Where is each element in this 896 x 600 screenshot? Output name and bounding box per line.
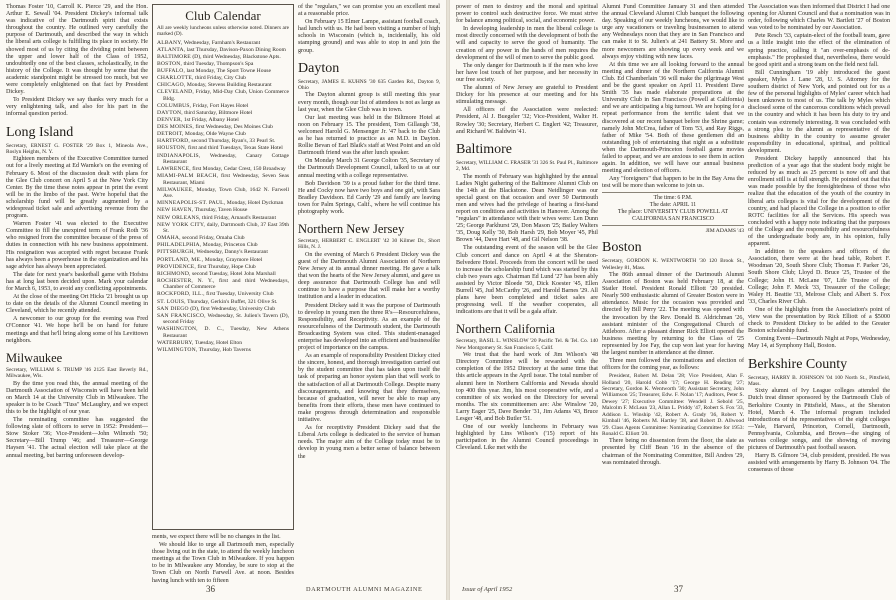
club-calendar-entry <box>157 235 289 242</box>
event-place: The place: UNIVERSITY CLUB POWELL AT CALIFORNIA SAN FRANCISCO <box>617 209 729 222</box>
club-city: INDIANAPOLIS, <box>157 152 201 159</box>
left-column-1 <box>6 4 148 574</box>
club-meeting-detail: second Thursday, Ryan's, 33 Pearl St. <box>190 138 276 145</box>
club-city: CHARLOTTE, <box>157 75 194 82</box>
right-page <box>450 0 896 600</box>
event-invitation <box>602 192 744 225</box>
paragraph: The nominating committee has suggested the following slate of officers to serve in 1952: President—Stow Stoker '36; Vice-President—John Wilmoth '50; Secretary—Bill Trump '46; and Treasurer—George Haysen '41. The actual election will take place at the annual meeting, but barring unforeseen develop- <box>6 417 148 459</box>
section-byline: Secretary, HARRY B. JOHNSON '04 100 North St., Pittsfield, Mass. <box>748 374 890 387</box>
page-number-right: 37 <box>674 584 683 594</box>
club-calendar-entry <box>157 242 289 249</box>
club-calendar-entry <box>157 278 289 291</box>
club-city: CLEVELAND, <box>157 89 194 96</box>
club-meeting-detail: Monday, Olde Wayne Club <box>183 131 246 138</box>
paragraph: Pete Resch '33, captain-elect of the football team, gave us a little insight into the effect of the elimination of spring practice, calling it "an over-emphasis of de-emphasis." He prophesied that, nevertheless, there would be good spirit and a strong team on the field next fall. <box>748 33 890 68</box>
club-calendar-entry <box>157 187 289 200</box>
club-city: ROCKFORD, ILL., <box>157 291 205 298</box>
club-city: DETROIT, <box>157 131 184 138</box>
club-city: ALBANY, <box>157 39 183 46</box>
club-city: PHILADELPHIA, <box>157 242 202 249</box>
club-calendar-entry <box>157 222 289 235</box>
club-city: MINNEAPOLIS-ST. PAUL, <box>157 200 226 207</box>
club-meeting-detail: last Monday, The Sport Towne House <box>185 67 271 74</box>
club-calendar-entry <box>157 291 289 298</box>
club-meeting-detail: first Tuesday, University Club <box>204 291 274 298</box>
club-meeting-detail: last Thursday, Davison-Paxon Dining Room <box>185 46 286 53</box>
paragraph: We trust that the hard work of Jim Wilson's '48 Directory Committee will be rewarded with the completion of the 1952 Directory at the same time that this article appears in the April issue. The total number of alumni here in Northern California and Nevada should top 400 this year. Jim, his most cooperative wife, and a committee of six worked on the Directory for several months. The six committeemen are: Abe Winslow '20, Larry Eager '25, Dave Bender '31, Jim Adams '43, Bruce Lesger '48, and Bob Butler '51. <box>456 352 598 423</box>
club-meeting-detail: first Thursday, Hope Club <box>196 263 256 270</box>
paragraph: The only danger for Dartmouth is if the men who love her have lost touch of her purpose, and her necessity in our free society. <box>456 62 598 83</box>
club-city: SAN DIEGO <box>157 305 189 312</box>
club-meeting-detail: third Friday, City Club <box>193 75 246 82</box>
club-calendar-entry <box>157 40 289 47</box>
club-city: NEW HAVEN, <box>157 207 194 214</box>
club-city: WATERBURY, <box>157 339 194 346</box>
right-column-1 <box>456 4 598 574</box>
club-city: CHICAGO, <box>157 82 186 89</box>
club-calendar-entry <box>157 264 289 271</box>
paragraph: As an example of responsibility President Dickey cited the sincere, honest, and thorough investigation carried out by the student committee that has taken upon itself the task of preparing an honor system plan that will work to the satisfaction of all at Dartmouth College. Despite many discouragements, and knowing that they themselves, because of graduation, will never be able to reap any benefits from their efforts, these men have continued to make progress through determination and responsible initiative. <box>298 353 440 424</box>
club-meeting-detail: 1st Friday, Albany Hotel <box>182 117 239 124</box>
section-byline: Secretary, WILLIAM S. TRUMP '46 2125 East Beverly Rd., Milwaukee, Wis. <box>6 366 148 380</box>
club-calendar-entry <box>157 124 289 131</box>
paragraph: Bob Davidson '39 is a proud father for the third time. He and Cocky now have two boys and one girl, with Sara Bradley Davidson. Ed Cardy '29 and family are leaving town for Palm Springs, Calif., where he will continue his photography work. <box>298 180 440 215</box>
right-column-3 <box>748 4 890 574</box>
club-calendar-entry <box>157 61 289 68</box>
section-byline: Secretary, WILLIAM C. FRASER '31 326 St. Paul Pl., Baltimore 2, Md. <box>456 159 598 173</box>
club-meeting-detail: Monday, Hotel Dyckman <box>225 200 284 207</box>
club-calendar-entry <box>157 166 289 173</box>
club-calendar-list <box>157 40 289 354</box>
paragraph: Eighteen members of the Executive Committee turned out for a lively meeting at Ed Warnke's on the evening of February 6. Most of the discussion dealt with plans for the Glee Club concert on April 5 at the New York City Center. By the time these notes appear in print the event will be in the limbo of the past. We're hopeful that the scholarship fund will be greatly augmented by a widespread ticket sale and advertising revenue from the program. <box>6 156 148 220</box>
club-city: ROCHESTER, N. Y., <box>157 277 215 284</box>
paragraph: On the evening of March 6 President Dickey was the guest of the Dartmouth Alumni Association of Northern New Jersey at its annual dinner meeting. He gave a talk that won the hearts of the New Jersey alumni, and gave us deep assurance that Dartmouth College has and will continue to have a purpose that will make her a worthy institution and a leader in education. <box>298 251 440 301</box>
club-calendar-entry <box>157 138 289 145</box>
club-city: WILMINGTON, <box>157 346 198 353</box>
left-column-2 <box>152 4 294 584</box>
event-date: The date: APRIL 11 <box>649 202 697 209</box>
paragraph: The outstanding event of the season will be the Glee Club concert and dance on April 4 at the Sheraton-Belvedere Hotel. Proceeds from the concert will be used to increase the scholarship fund which was started by this club two years ago. Chairman Ed Lund '27 has been ably assisted by Victor Bloede '50, Dick Koester '45, Ellen Burrell '45, Jud McCarthy '26, and Harold Barnes '29. All plans have been completed and ticket sales are progressing well. If the weather cooperates, all indications are that it will be a gala affair. <box>456 245 598 316</box>
club-city: NEW ORLEANS, <box>157 214 201 221</box>
paragraph: Harry B. Gilmore '34, club president, presided. He was assisted with arrangements by Harry B. Johnson '04. The consensus of those <box>748 453 890 474</box>
club-meeting-detail: third Tuesday, Thompson's Spa <box>182 60 254 67</box>
club-meeting-detail: Monday, Town Club, 1642 N. Farwell Ave. <box>163 186 289 200</box>
club-city: HOUSTON, <box>157 145 187 152</box>
club-meeting-detail: Wednesday, St. Julien's Tavern (D), second Friday <box>163 312 289 326</box>
club-city: RICHMOND, <box>157 270 191 277</box>
club-calendar-entry <box>157 326 289 339</box>
club-calendar-entry <box>157 47 289 54</box>
club-meeting-detail: first and third Tuesdays, Texas State Hotel <box>186 145 283 152</box>
club-meeting-detail: (D), first Wednesday, University Club <box>188 305 276 312</box>
paragraph: There being no dissension from the floor, the slate as presented by Cliff Bean '16 in the absence of the chairman of the Nominating Committee, Bill Andres '29, was nominated through. <box>602 438 744 466</box>
club-city: NEW YORK CITY, <box>157 221 206 228</box>
paragraph: The month of February was highlighted by the annual Ladies Night gathering of the Baltimore Alumni Club on the 14th at the Blackstone. Dean Neidlinger was our special guest on that occasion and over 50 Dartmouth men and wives had the privilege of hearing a first-hand report on conditions and activities in Hanover. Among the "regulars" in attendance with their wives were: Len Dunn '25; George Parkhurst '29, Don Mason '25; Bailey Walters '35, Doug Kelly '30, Bob Harsh '29, Bob Moyer '45, Phil Brown '44, Dave Hart '48, and Gil Nelson '38. <box>456 173 598 244</box>
club-calendar-entry <box>157 200 289 207</box>
paragraph: The Dayton alumni group is still meeting this year every month, though our list of attendees is not as large as last year, when the Glee Club was in town. <box>298 92 440 113</box>
club-meeting-detail: first Wednesday, Des Moines Club <box>194 124 273 131</box>
club-calendar-entry <box>157 131 289 138</box>
club-city: WASHINGTON, D. C., <box>157 326 224 333</box>
paragraph: President, Robert M. Delan '28; Vice President, Alan F. Holland '20, Harold Cobb '17; George H. Reading '27; Secretary, Gordon K. Wentworth '30; Assistant Secretary, John Williamson '25; Treasurer, Edw. F. Nolan '17; Auditors, Peter S. Dewey '27; Executive Committee: Wendell J. Sebold '25, Malcolm F. McLean '23, Allan L. Priddy '47, Robert S. Fox '33, Addison L. Winship '42, Robert A. Grady '36, Robert Y. Kimball '46, Roberts M. Hartley '38, and Robert D. Allwood '29. Class Agents Committee: Nominating Committee for 1953: Ronald C. Elliott '20. <box>602 373 744 437</box>
club-calendar-entry <box>157 313 289 326</box>
club-meeting-detail: Thursday, Taven House <box>193 207 248 214</box>
section-heading-baltimore: Baltimore <box>456 141 512 157</box>
section-heading-northern-new-jersey: Northern New Jersey <box>298 222 405 237</box>
section-byline: Secretary, JAMES E. KUHNS '30 635 Garden Rd., Dayton 9, Ohio <box>298 78 440 92</box>
paragraph: Thomas Foster '10, Carroll K. Pierce '29, and the Hon. Arthur E. Sewall '04. President Dickey's informal talk was indicative of the Dartmouth spirit that exists throughout the country. He outlined very carefully the purpose of Dartmouth, and described the way in which the liberal arts college is fulfilling its place in society. He showed most of us by citing the dividing point between the upper and lower half of the Class of 1952, undoubtedly one of the best classes, scholastically, in the history of the College. It was thought by some that the academic standpoint might be stressed too much, but we were completely enlightened on that fact by President Dickey. <box>6 4 148 96</box>
paragraph: At this time we are all looking forward to the annual meeting and dinner of the Northern California Alumni Club. Ed Chamberlain '36 will make the pilgrimage West and be the guest speaker on April 11. President Dave Smith '35 has made elaborate preparations at the University Club in San Francisco (Powell at California) and we are anticipating a big turnout. We are hoping for a repeat performance from the terrific talent that we discovered at our recent banquet before the Shrine game; namely John McCrea, father of Tom '53, and Ray Riggs, father of Mike '54. Both of these gentlemen did an outstanding job of entertaining that night as a substitute when the Dartmouth-Princeton football game movies failed to appear, and we are anxious to see them in action again. In addition, we will have our annual business meeting and election of officers. <box>602 61 744 175</box>
paragraph: Alumni Fund Committee January 31 and then attended the annual Cleveland Alumni Club banquet the following day. Speaking of our weekly luncheons, we would like to urge any vacationers or traveling businessmen to attend any Wednesdays noon that they are in San Francisco and can make it to St. Julien's at 241 Battery St. More and more newcomers are showing up every week and we always enjoy visiting with new faces. <box>602 4 744 60</box>
club-calendar-entry <box>157 117 289 124</box>
paragraph: On February 15 Elmer Lampe, assistant football coach, had lunch with us. He had been visiting a number of high schools in Wisconsin (which is, incidentally, his old stamping ground) and was able to stop in and join the group. <box>298 19 440 54</box>
section-heading-boston: Boston <box>602 240 642 256</box>
club-calendar-entry <box>157 54 289 61</box>
paragraph: Coming Event—Dartmouth Night at Pops, Wednesday, May 14, at Symphony Hall, Boston. <box>748 336 890 350</box>
paragraph: Bill Cunningham '19 ably introduced the guest speaker, Myles J. Lane '28, U. S. Attorney for the southern district of New York, and pointed out for us a few of the personal highlights of Myles' career which had been unknown to most of us. The talk by Myles which disclosed some of the cancerous conditions which prevail in the country and which it has been his duty to try and contain was extremely interesting. It was concluded with a strong plea to the alumni as representative of the business ability in the country to assume greater responsibility in educational, spiritual, and political development. <box>748 69 890 154</box>
club-calendar-entry <box>157 75 289 82</box>
paragraph: To President Dickey we say thanks very much for a very enlightening talk, and also for his part in the informal question period. <box>6 97 148 118</box>
club-calendar-entry <box>157 215 289 222</box>
paragraph: On Monday March 31 George Colton '35, Secretary of the Dartmouth Development Council, talked to us at our annual meeting with a college representative. <box>298 158 440 179</box>
club-meeting-detail: Thursday, Gerkin's Buffet, 321 Olive St. <box>185 298 278 305</box>
paragraph: A newcomer to our group for the evening was Fred O'Connor '41. We hope he'll be on hand for future meetings and that he'll bring along some of his Levittown neighbors. <box>6 316 148 344</box>
club-city: PROVIDENCE, <box>157 263 197 270</box>
club-city: DES MOINES, <box>157 124 195 131</box>
club-meeting-detail: Wednesday, Danny's Restaurant <box>195 249 268 256</box>
club-city: BOSTON, <box>157 60 183 67</box>
event-time: The time: 6 P.M. <box>653 195 693 202</box>
paragraph: Three men followed the nominations and election of officers for the coming year, as follows: <box>602 358 744 372</box>
club-meeting-detail: (D), third Wednesday, Blackstone Apts. <box>190 53 281 60</box>
section-byline: Secretary, ERNEST G. FOSTER '29 Box 1, Mineola Ave., Roslyn Heights, N. Y. <box>6 142 148 155</box>
club-meeting-detail: third Saturday, Biltmore Hotel <box>182 109 253 116</box>
paragraph: power of men to destroy and the moral and spiritual power to control such destructive force. We must strive for balance among political, social, and economic power. <box>456 4 598 25</box>
paragraph: Warren Foster '41 was elected to the Executive Committee to fill the unexpired term of Frank Roth '36 who resigned from the committee because of the press of duties in connection with his new business appointment. His resignation was accepted with regret because Frank has always been a powerhouse in the organization and his sage advice has always been appreciated. <box>6 221 148 270</box>
section-heading-long-island: Long Island <box>6 124 74 140</box>
left-page <box>0 0 446 600</box>
club-meeting-detail: Tuesday, Hotel Elton <box>193 339 242 346</box>
club-calendar-entry <box>157 271 289 278</box>
club-meeting-detail: second Friday, Omaha Club <box>180 235 245 242</box>
club-calendar-entry <box>157 207 289 214</box>
paragraph: As for receptivity President Dickey said that the Liberal Arts college is dedicated to the service of human needs. The major aim of the College today must be to develop in young men a better sense of balance between the <box>298 425 440 460</box>
club-city: COLUMBUS, <box>157 102 192 109</box>
paragraph: In addition to the speakers and officers of the Association, there were at the head table, Robert F. Woodman '20, South Shore Club; Thomas F. Parker '26, South Shore Club; Lloyd D. Bruce '25, Trustee of the College; John H. McLane '07, Life Trustee of the College; John F. Meck '33, Treasurer of the College; Waley H. Beattie '33, Melrose Club; and Albert S. Fox '33, Charles River Club. <box>748 249 890 305</box>
right-column-2 <box>602 4 744 574</box>
magazine-name: DARTMOUTH ALUMNI MAGAZINE <box>306 586 423 593</box>
paragraph: The Association was then informed that District I had one opening for Alumni Council and that a nomination was in order, following which Charles W. Bartlett '27 of Boston was voted to be nominated by our Association. <box>748 4 890 32</box>
club-meeting-detail: third Friday, Arnaud's Restaurant <box>200 214 277 221</box>
paragraph: The date for next year's basketball game with Hofstra has at long last been decided upon. Mark your calendar for March 6, 1953, to avoid any conflicting appointments. <box>6 271 148 292</box>
club-calendar-entry <box>157 110 289 117</box>
club-city: DENVER, <box>157 117 183 124</box>
club-city: PITTSBURGH, <box>157 249 196 256</box>
club-city: ATLANTA, <box>157 46 186 53</box>
paragraph: In developing leadership in men the liberal college is most directly concerned with the development of both the will and capacity to serve the good of humanity. The creation of any power in the hands of men requires the development of the will of men to serve the public good. <box>456 26 598 61</box>
page-number-left: 36 <box>206 584 215 594</box>
section-heading-berkshire-county: Berkshire County <box>748 356 848 372</box>
club-meeting-detail: first Monday, Cedar Crest, 150 Broadway <box>190 166 286 173</box>
club-calendar-entry <box>157 340 289 347</box>
club-city: BUFFALO, <box>157 67 186 74</box>
club-calendar-intro: All are weekly luncheons unless otherwise noted. Dinners are marked (D). <box>157 25 289 38</box>
club-calendar-entry <box>157 68 289 75</box>
club-calendar-entry <box>157 257 289 264</box>
club-city: MIAMI-PALM BEACH, <box>157 173 219 180</box>
paragraph: At the close of the meeting Ort Hicks '21 brought us up to date on the details of the Alumni Council meeting in Cleveland, which he recently attended. <box>6 294 148 315</box>
section-byline: Secretary, BASIL L. WINSLOW '20 Pacific Tel. & Tel. Co. 140 New Montgomery St. San Francisco 5, Calif. <box>456 338 598 351</box>
section-heading-dayton: Dayton <box>298 60 340 76</box>
club-calendar-title: Club Calendar <box>185 8 261 23</box>
club-meeting-detail: Wednesday, Farnham's Restaurant <box>182 39 261 46</box>
club-calendar-box <box>152 4 294 530</box>
club-meeting-detail: Monday, Graymore Hotel <box>203 256 263 263</box>
club-meeting-detail: Monday, Princeton Club <box>201 242 258 249</box>
section-heading-milwaukee: Milwaukee <box>6 350 63 365</box>
paragraph: The 86th annual dinner of the Dartmouth Alumni Association of Boston was held February 18, at the Statler Hotel. President Ronald Elliott '20 presided. Nearly 500 enthusiastic alumni of Greater Boston were in attendance. Music for the occasion was provided and directed by Bill Perry '22. The meeting was opened with the invocation by the Rev. Donald B. Aldrichman '26, assistant minister of the Congregational Church of Attleboro. After a pleasant dinner Rick Elliott opened the business meeting by returning to the Class of '25 represented by Joe Fay, the cup won last year for having the largest number in attendance at the dinner. <box>602 271 744 356</box>
club-city: ST. LOUIS, <box>157 298 186 305</box>
club-city: PORTLAND, ME., <box>157 256 204 263</box>
club-calendar-entry <box>157 103 289 110</box>
club-city: BALTIMORE <box>157 53 191 60</box>
club-calendar-entry <box>157 82 289 89</box>
left-column-3 <box>298 4 440 574</box>
club-calendar-entry <box>157 153 289 166</box>
section-heading-northern-california: Northern California <box>456 322 555 337</box>
section-byline: Secretary, HERBERT C. ENGLERT '42 30 Kilmer Dr., Short Hills, N. J. <box>298 238 440 251</box>
club-calendar-entry <box>157 299 289 306</box>
paragraph: We should like to urge all Dartmouth men, especially those living out in the state, to attend the weekly luncheon meetings at the Town Club in Milwaukee. If you happen to be in Milwaukee any Monday, be sure to stop at the Town Club on North Farwell Ave. at noon. Besides having lunch with ten to fifteen <box>152 542 294 584</box>
club-calendar-entry <box>157 89 289 102</box>
paragraph: ments, we expect there will be no changes in the list. <box>152 534 281 540</box>
club-meeting-detail: Thursday, Hob Taverns <box>197 346 251 353</box>
issue-label: Issue of April 1952 <box>462 586 513 593</box>
club-calendar-entry <box>157 145 289 152</box>
club-city: MILWAUKEE, <box>157 186 194 193</box>
paragraph: One of our weekly luncheons in February was highlighted by Lins Wilson's ('15) report of his participation in the Alumni Council proceedings in Cleveland. Like met with the <box>456 424 598 452</box>
club-meeting-detail: Friday, Fort Hayes Hotel <box>191 102 249 109</box>
club-city: DAYTON, <box>157 109 183 116</box>
club-city: HARTFORD, <box>157 138 191 145</box>
club-meeting-detail: Wednesday, Canary Cottage Restaurant <box>163 152 289 165</box>
club-calendar-entry <box>157 347 289 354</box>
club-meeting-detail: first and third Wednesdays, Chamber of Commerce <box>163 277 289 291</box>
club-meeting-detail: Friday, Mid-Day Club, Union Commerce Bldg. <box>163 89 289 102</box>
club-meeting-detail: second Tuesday, Hotel John Marshall <box>190 270 276 277</box>
club-city: OMAHA, <box>157 235 181 242</box>
paragraph: Sixty alumni of Ivy League colleges attended the Dutch treat dinner sponsored by the Dartmouth Club of Berkshire County in Pittsfield, Mass., at the Sheraton Hotel, March 4. The informal program included introductions of the representatives of the eight colleges—Yale, Harvard, Princeton, Cornell, Dartmouth, Pennsylvania, Columbia, and Brown—the singing of various college songs, and the showing of moving pictures of Dartmouth's past football season. <box>748 388 890 452</box>
paragraph: Any "foreigners" that happen to be in the Bay Area the test will be more than welcome to join us. <box>602 176 744 190</box>
paragraph: Our last meeting was held in the Biltmore Hotel at noon on February 15. The president, Tom Gillaugh '38, welcomed Harold G. Mensenger Jr. '47 back to the Club as he has returned to practice as an M.D. in Dayton. Rollie Bevan of Earl Blaik's staff at West Point and an old Dartmouth friend was the after lunch speaker. <box>298 114 440 157</box>
club-calendar-entry <box>157 249 289 256</box>
club-calendar-entry <box>157 173 289 186</box>
paragraph: One of the highlights from the Association's point of view was the presentation by Rick Elliott of a $5000 check to President Dickey to be added to the Greater Boston scholarship fund. <box>748 306 890 335</box>
signature: JIM ADAMS '43 <box>705 227 744 234</box>
club-meeting-detail: daily, Dartmouth Club, 37 East 39th St. <box>163 221 289 235</box>
paragraph: of the "regulars," we can promise you an excellent meal at a reasonable price. <box>298 4 440 18</box>
club-calendar-entry <box>157 306 289 313</box>
club-meeting-detail: Monday, Stevens Building Restaurant <box>185 82 272 89</box>
club-city: SAN FRANCISCO, <box>157 312 206 319</box>
paragraph: The alumni of New Jersey are grateful to President Dickey for his presence at our meeting and for his stimulating message. <box>456 85 598 106</box>
club-meeting-detail: first Wednesday, Seven Seas Restaurant, Miami <box>163 173 289 186</box>
paragraph: President Dickey happily announced that his prediction of a year ago that the student body might be reduced by as much as 25 percent is now off and that enrollment still is at full strength. He pointed out that this was made possible by the foresightedness of those who realize that the education of the youth of the country in liberal arts colleges is vital for the development of the country, and had placed the College in a position to offer ROTC facilities for all the Services. His speech was concluded with a happy note indicating that the purposes of the College and the responsibility and resourcefulness of the undergraduate body are, in his opinion, fully apparent. <box>748 155 890 248</box>
paragraph: By the time you read this, the annual meeting of the Dartmouth Association of Wisconsin will have been held on March 14 at the University Club in Milwaukee. The speaker is to be Coach "Tuss" McLaughry, and we expect this to be the highlight of our year. <box>6 380 148 415</box>
section-byline: Secretary, GORDON K. WENTWORTH '30 120 Brook St., Wellesley 81, Mass. <box>602 258 744 271</box>
club-city: LAWRENCE, <box>157 166 191 173</box>
paragraph: President Dickey said it was the purpose of Dartmouth to develop in young men the three R's—Resourcefulness, Responsibility, and Receptivity. As an example of the resourcefulness of the Dartmouth student, the Dartmouth Broadcasting System was cited. This student-managed enterprise has developed into an efficient and businesslike project of importance on the campus. <box>298 302 440 352</box>
paragraph: All officers of the Association were reelected: President, Al J. Buegeler '32; Vice-President, Walter H. Rowley '30; Secretary, Herbert C. Englert '42; Treasurer, and Richard W. Baldwin '41. <box>456 107 598 135</box>
club-meeting-detail: Tuesday, New Athens Restaurant <box>163 326 290 339</box>
